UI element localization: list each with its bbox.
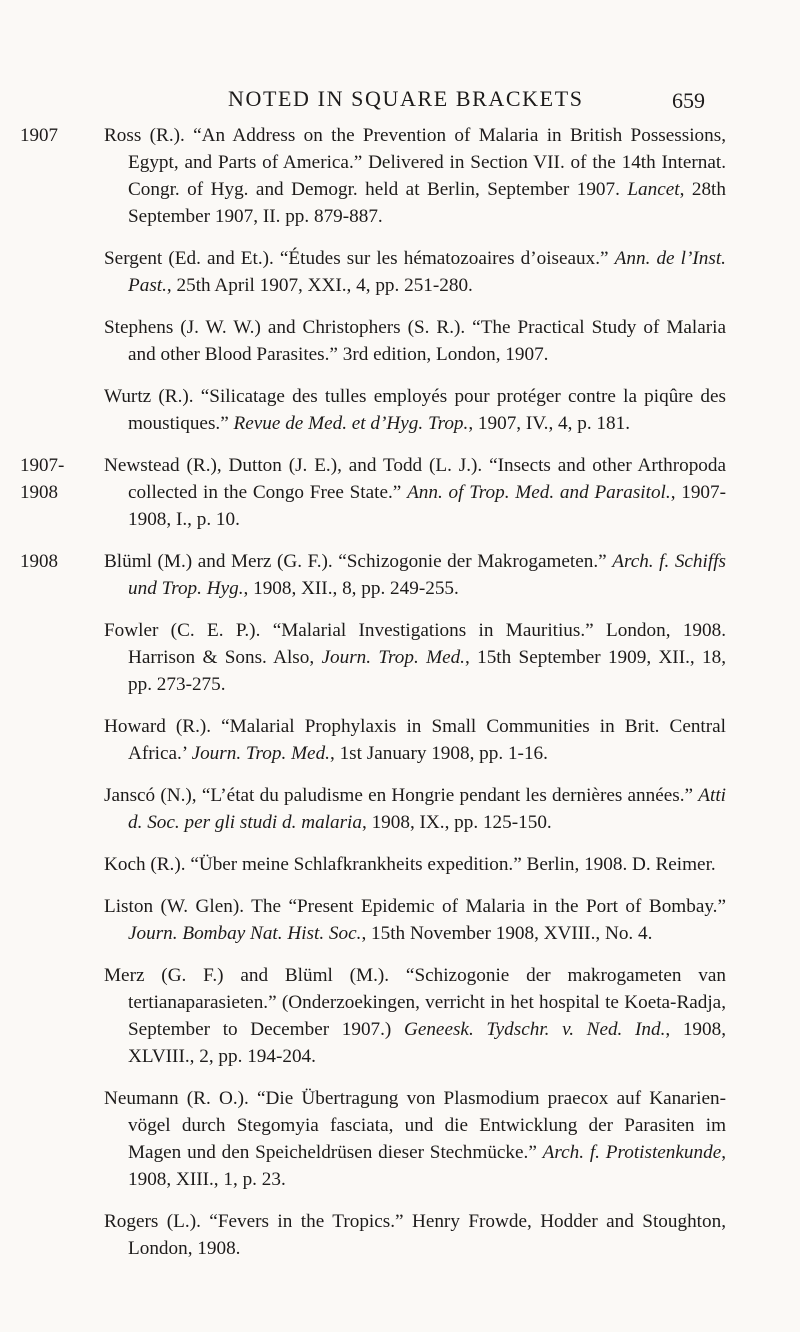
reference-text bbox=[104, 962, 726, 1070]
reference-main: Koch (R.). “Über meine Schlafkrankheits expedition.” Berlin, 1908. D. Reimer. bbox=[104, 854, 716, 875]
journal-title: Arch. f. Protistenkunde bbox=[542, 1142, 722, 1163]
reference-entry bbox=[0, 314, 800, 368]
reference-text bbox=[104, 782, 726, 836]
journal-title: Ann. of Trop. Med. and Parasitol. bbox=[407, 482, 671, 503]
reference-details: , 1908, XII., 8, pp. 249-255. bbox=[243, 578, 459, 599]
reference-details: , 1st January 1908, pp. 1-16. bbox=[329, 743, 548, 764]
reference-entry bbox=[0, 962, 800, 1070]
reference-main: Neumann (R. O.). “Die Übertragung von Plasmodium praecox auf Kanarien-vögel durch Stegomyia fasciata, und die Entwicklung der Parasiten im Magen und den Speicheldrüsen dieser Stechmücke.” bbox=[104, 1088, 726, 1163]
year-marker: 1907- 1908 bbox=[20, 455, 65, 503]
reference-entry bbox=[0, 245, 800, 299]
journal-title: Arch. f. Schiffs und Trop. Hyg. bbox=[128, 551, 726, 599]
reference-text bbox=[104, 851, 726, 878]
reference-details: , 15th September 1909, XII., 18, pp. 273-275. bbox=[128, 647, 726, 695]
reference-entry bbox=[0, 452, 800, 533]
journal-title: Lancet bbox=[627, 179, 680, 200]
reference-text bbox=[104, 383, 726, 437]
year-marker: 1908 bbox=[20, 551, 58, 572]
running-head: NOTED IN SQUARE BRACKETS bbox=[228, 86, 584, 111]
reference-main: Blüml (M.) and Merz (G. F.). “Schizogonie der Makrogameten.” bbox=[104, 551, 613, 572]
reference-main: Ross (R.). “An Address on the Prevention of Malaria in British Possessions, Egypt, and Parts of America.” Delivered in Section VII. of the 14th Internat. Congr. of Hyg. and Demogr. held at Berlin, September 1907. bbox=[104, 125, 726, 200]
reference-main: Liston (W. Glen). The “Present Epidemic of Malaria in the Port of Bombay.” bbox=[104, 896, 726, 917]
reference-entry bbox=[0, 383, 800, 437]
reference-main: Newstead (R.), Dutton (J. E.), and Todd (L. J.). “Insects and other Arthropoda collected in the Congo Free State.” bbox=[104, 455, 726, 503]
reference-details: , 1907, IV., 4, p. 181. bbox=[468, 413, 631, 434]
journal-title: Journ. Trop. Med. bbox=[191, 743, 330, 764]
reference-list bbox=[0, 122, 800, 1277]
journal-title: Geneesk. Tydschr. v. Ned. Ind. bbox=[403, 1019, 666, 1040]
journal-title: Ann. de l’Inst. Past. bbox=[128, 248, 726, 296]
reference-text bbox=[104, 713, 726, 767]
page-number: 659 bbox=[672, 88, 705, 113]
reference-details: , 28th September 1907, II. pp. 879-887. bbox=[128, 179, 726, 227]
journal-title: Revue de Med. et d’Hyg. Trop. bbox=[233, 413, 469, 434]
reference-text bbox=[104, 314, 726, 368]
reference-text bbox=[104, 893, 726, 947]
reference-main: Wurtz (R.). “Silicatage des tulles employés pour protéger contre la piqûre des moustiques.” bbox=[104, 386, 726, 434]
reference-details: , 15th November 1908, XVIII., No. 4. bbox=[361, 923, 653, 944]
reference-details: , 1908, IX., pp. 125-150. bbox=[361, 812, 552, 833]
reference-text bbox=[104, 452, 726, 533]
reference-text bbox=[104, 122, 726, 230]
reference-details: , 1907-1908, I., p. 10. bbox=[128, 482, 726, 530]
reference-entry bbox=[0, 782, 800, 836]
journal-title: Journ. Bombay Nat. Hist. Soc. bbox=[128, 923, 362, 944]
reference-entry bbox=[0, 617, 800, 698]
reference-entry bbox=[0, 713, 800, 767]
reference-text bbox=[104, 245, 726, 299]
journal-title: Atti d. Soc. per gli studi d. malaria bbox=[128, 785, 726, 833]
reference-main: Stephens (J. W. W.) and Christophers (S. R.). “The Practical Study of Malaria and other Blood Parasites.” 3rd edition, London, 1907. bbox=[104, 317, 726, 365]
reference-main: Rogers (L.). “Fevers in the Tropics.” Henry Frowde, Hodder and Stoughton, London, 1908. bbox=[104, 1211, 726, 1259]
reference-main: Howard (R.). “Malarial Prophylaxis in Small Communities in Brit. Central Africa.’ bbox=[104, 716, 726, 764]
reference-main: Merz (G. F.) and Blüml (M.). “Schizogonie der makrogameten van tertianaparasieten.” (Onderzoekingen, verricht in het hospital te Koeta-Radja, September to December 1907.) bbox=[104, 965, 726, 1040]
reference-text bbox=[104, 1208, 726, 1262]
reference-main: Sergent (Ed. and Et.). “Études sur les hématozoaires d’oiseaux.” bbox=[104, 248, 615, 269]
journal-title: Journ. Trop. Med. bbox=[321, 647, 465, 668]
reference-text bbox=[104, 617, 726, 698]
reference-details: , 25th April 1907, XXI., 4, pp. 251-280. bbox=[166, 275, 473, 296]
reference-entry bbox=[0, 893, 800, 947]
reference-entry bbox=[0, 1208, 800, 1262]
reference-entry bbox=[0, 1085, 800, 1193]
reference-details: , 1908, XIII., 1, p. 23. bbox=[128, 1142, 727, 1190]
page-header bbox=[0, 84, 800, 120]
reference-text bbox=[104, 1085, 726, 1193]
year-marker: 1907 bbox=[20, 125, 58, 146]
reference-main: Janscó (N.), “L’état du paludisme en Hongrie pendant les dernières années.” bbox=[104, 785, 699, 806]
reference-text bbox=[104, 548, 726, 602]
reference-entry bbox=[0, 548, 800, 602]
reference-main: Fowler (C. E. P.). “Malarial Investigations in Mauritius.” London, 1908. Harrison & Sons. Also, bbox=[104, 620, 726, 668]
reference-entry bbox=[0, 122, 800, 230]
reference-entry bbox=[0, 851, 800, 878]
reference-details: , 1908, XLVIII., 2, pp. 194-204. bbox=[128, 1019, 726, 1067]
